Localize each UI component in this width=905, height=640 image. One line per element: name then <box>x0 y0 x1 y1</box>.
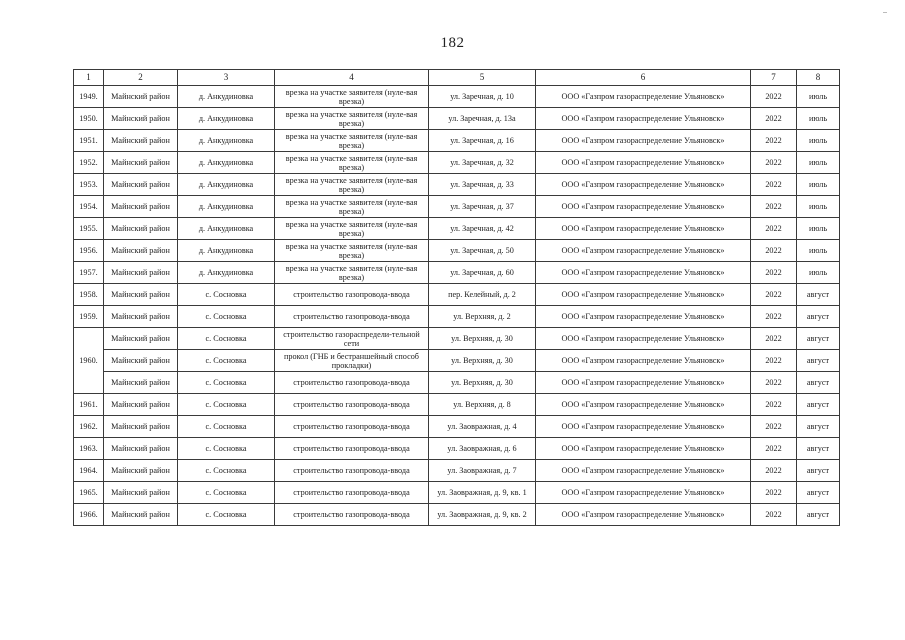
organization-cell: ООО «Газпром газораспределение Ульяновск» <box>536 218 751 240</box>
district-cell: Майнский район <box>104 196 178 218</box>
address-cell: ул. Заречная, д. 37 <box>429 196 536 218</box>
organization-cell: ООО «Газпром газораспределение Ульяновск» <box>536 482 751 504</box>
table-row <box>74 460 840 482</box>
work-type-cell: врезка на участке заявителя (нуле-вая врезка) <box>275 196 429 218</box>
district-cell: Майнский район <box>104 130 178 152</box>
settlement-cell: д. Анкудиновка <box>178 152 275 174</box>
row-number-cell: 1964. <box>74 460 104 482</box>
year-cell: 2022 <box>751 482 797 504</box>
organization-cell: ООО «Газпром газораспределение Ульяновск» <box>536 152 751 174</box>
column-header: 1 <box>74 70 104 86</box>
month-cell: июль <box>797 130 840 152</box>
district-cell: Майнский район <box>104 482 178 504</box>
row-number-cell: 1963. <box>74 438 104 460</box>
row-number-cell: 1956. <box>74 240 104 262</box>
settlement-cell: с. Сосновка <box>178 460 275 482</box>
address-cell: ул. Верхняя, д. 8 <box>429 394 536 416</box>
settlement-cell: д. Анкудиновка <box>178 86 275 108</box>
row-number-cell: 1960. <box>74 328 104 394</box>
settlement-cell: д. Анкудиновка <box>178 174 275 196</box>
year-cell: 2022 <box>751 262 797 284</box>
address-cell: ул. Заречная, д. 50 <box>429 240 536 262</box>
district-cell: Майнский район <box>104 262 178 284</box>
year-cell: 2022 <box>751 438 797 460</box>
settlement-cell: с. Сосновка <box>178 482 275 504</box>
organization-cell: ООО «Газпром газораспределение Ульяновск» <box>536 196 751 218</box>
month-cell: август <box>797 504 840 526</box>
district-cell: Майнский район <box>104 438 178 460</box>
organization-cell: ООО «Газпром газораспределение Ульяновск» <box>536 460 751 482</box>
district-cell: Майнский район <box>104 108 178 130</box>
year-cell: 2022 <box>751 284 797 306</box>
year-cell: 2022 <box>751 174 797 196</box>
year-cell: 2022 <box>751 196 797 218</box>
month-cell: июль <box>797 86 840 108</box>
organization-cell: ООО «Газпром газораспределение Ульяновск» <box>536 350 751 372</box>
year-cell: 2022 <box>751 86 797 108</box>
table-header-row <box>74 70 840 86</box>
year-cell: 2022 <box>751 394 797 416</box>
settlement-cell: с. Сосновка <box>178 328 275 350</box>
work-type-cell: врезка на участке заявителя (нуле-вая врезка) <box>275 130 429 152</box>
row-number-cell: 1965. <box>74 482 104 504</box>
table-row <box>74 130 840 152</box>
district-cell: Майнский район <box>104 152 178 174</box>
district-cell: Майнский район <box>104 218 178 240</box>
year-cell: 2022 <box>751 328 797 350</box>
district-cell: Майнский район <box>104 350 178 372</box>
row-number-cell: 1952. <box>74 152 104 174</box>
month-cell: август <box>797 482 840 504</box>
month-cell: июль <box>797 262 840 284</box>
organization-cell: ООО «Газпром газораспределение Ульяновск» <box>536 240 751 262</box>
table-row <box>74 482 840 504</box>
organization-cell: ООО «Газпром газораспределение Ульяновск» <box>536 284 751 306</box>
table-row <box>74 438 840 460</box>
address-cell: ул. Верхняя, д. 30 <box>429 350 536 372</box>
table-row <box>74 174 840 196</box>
settlement-cell: с. Сосновка <box>178 504 275 526</box>
year-cell: 2022 <box>751 372 797 394</box>
address-cell: ул. Заречная, д. 60 <box>429 262 536 284</box>
work-type-cell: строительство газопровода-ввода <box>275 460 429 482</box>
row-number-cell: 1959. <box>74 306 104 328</box>
table-row <box>74 196 840 218</box>
month-cell: июль <box>797 218 840 240</box>
settlement-cell: с. Сосновка <box>178 350 275 372</box>
address-cell: ул. Верхняя, д. 2 <box>429 306 536 328</box>
work-type-cell: врезка на участке заявителя (нуле-вая врезка) <box>275 108 429 130</box>
work-type-cell: врезка на участке заявителя (нуле-вая врезка) <box>275 152 429 174</box>
settlement-cell: д. Анкудиновка <box>178 196 275 218</box>
organization-cell: ООО «Газпром газораспределение Ульяновск» <box>536 108 751 130</box>
address-cell: ул. Заовражная, д. 6 <box>429 438 536 460</box>
work-type-cell: строительство газопровода-ввода <box>275 284 429 306</box>
register-table <box>73 69 840 526</box>
district-cell: Майнский район <box>104 174 178 196</box>
year-cell: 2022 <box>751 416 797 438</box>
organization-cell: ООО «Газпром газораспределение Ульяновск» <box>536 504 751 526</box>
year-cell: 2022 <box>751 130 797 152</box>
month-cell: июль <box>797 152 840 174</box>
settlement-cell: с. Сосновка <box>178 438 275 460</box>
settlement-cell: с. Сосновка <box>178 394 275 416</box>
organization-cell: ООО «Газпром газораспределение Ульяновск» <box>536 416 751 438</box>
organization-cell: ООО «Газпром газораспределение Ульяновск» <box>536 438 751 460</box>
address-cell: ул. Верхняя, д. 30 <box>429 328 536 350</box>
organization-cell: ООО «Газпром газораспределение Ульяновск» <box>536 262 751 284</box>
settlement-cell: с. Сосновка <box>178 306 275 328</box>
work-type-cell: врезка на участке заявителя (нуле-вая врезка) <box>275 218 429 240</box>
settlement-cell: д. Анкудиновка <box>178 108 275 130</box>
settlement-cell: д. Анкудиновка <box>178 262 275 284</box>
column-header: 3 <box>178 70 275 86</box>
table-row <box>74 284 840 306</box>
work-type-cell: строительство газопровода-ввода <box>275 306 429 328</box>
table-row <box>74 218 840 240</box>
address-cell: ул. Заовражная, д. 7 <box>429 460 536 482</box>
row-number-cell: 1950. <box>74 108 104 130</box>
row-number-cell: 1966. <box>74 504 104 526</box>
year-cell: 2022 <box>751 152 797 174</box>
work-type-cell: врезка на участке заявителя (нуле-вая врезка) <box>275 240 429 262</box>
column-header: 6 <box>536 70 751 86</box>
address-cell: ул. Заречная, д. 32 <box>429 152 536 174</box>
organization-cell: ООО «Газпром газораспределение Ульяновск» <box>536 328 751 350</box>
table-row <box>74 350 840 372</box>
month-cell: июль <box>797 196 840 218</box>
organization-cell: ООО «Газпром газораспределение Ульяновск» <box>536 306 751 328</box>
row-number-cell: 1957. <box>74 262 104 284</box>
table-row <box>74 328 840 350</box>
address-cell: ул. Заовражная, д. 4 <box>429 416 536 438</box>
settlement-cell: с. Сосновка <box>178 416 275 438</box>
year-cell: 2022 <box>751 504 797 526</box>
district-cell: Майнский район <box>104 372 178 394</box>
district-cell: Майнский район <box>104 240 178 262</box>
work-type-cell: строительство газопровода-ввода <box>275 372 429 394</box>
year-cell: 2022 <box>751 108 797 130</box>
district-cell: Майнский район <box>104 306 178 328</box>
table-row <box>74 416 840 438</box>
row-number-cell: 1954. <box>74 196 104 218</box>
row-number-cell: 1958. <box>74 284 104 306</box>
column-header: 5 <box>429 70 536 86</box>
address-cell: ул. Верхняя, д. 30 <box>429 372 536 394</box>
year-cell: 2022 <box>751 460 797 482</box>
organization-cell: ООО «Газпром газораспределение Ульяновск» <box>536 86 751 108</box>
organization-cell: ООО «Газпром газораспределение Ульяновск» <box>536 394 751 416</box>
year-cell: 2022 <box>751 240 797 262</box>
year-cell: 2022 <box>751 306 797 328</box>
month-cell: июль <box>797 108 840 130</box>
table-row <box>74 504 840 526</box>
table-row <box>74 394 840 416</box>
row-number-cell: 1951. <box>74 130 104 152</box>
settlement-cell: д. Анкудиновка <box>178 130 275 152</box>
settlement-cell: с. Сосновка <box>178 372 275 394</box>
district-cell: Майнский район <box>104 460 178 482</box>
table-row <box>74 86 840 108</box>
month-cell: июль <box>797 240 840 262</box>
month-cell: июль <box>797 174 840 196</box>
work-type-cell: строительство газопровода-ввода <box>275 394 429 416</box>
address-cell: ул. Заречная, д. 13а <box>429 108 536 130</box>
organization-cell: ООО «Газпром газораспределение Ульяновск» <box>536 372 751 394</box>
month-cell: август <box>797 284 840 306</box>
column-header: 7 <box>751 70 797 86</box>
column-header: 8 <box>797 70 840 86</box>
month-cell: август <box>797 328 840 350</box>
row-number-cell: 1962. <box>74 416 104 438</box>
year-cell: 2022 <box>751 218 797 240</box>
table-row <box>74 240 840 262</box>
month-cell: август <box>797 416 840 438</box>
table-row <box>74 108 840 130</box>
address-cell: ул. Заречная, д. 16 <box>429 130 536 152</box>
row-number-cell: 1955. <box>74 218 104 240</box>
settlement-cell: д. Анкудиновка <box>178 218 275 240</box>
work-type-cell: строительство газораспредели-тельной сети <box>275 328 429 350</box>
row-number-cell: 1953. <box>74 174 104 196</box>
row-number-cell: 1961. <box>74 394 104 416</box>
organization-cell: ООО «Газпром газораспределение Ульяновск» <box>536 174 751 196</box>
month-cell: август <box>797 350 840 372</box>
district-cell: Майнский район <box>104 284 178 306</box>
month-cell: август <box>797 460 840 482</box>
district-cell: Майнский район <box>104 86 178 108</box>
work-type-cell: врезка на участке заявителя (нуле-вая врезка) <box>275 86 429 108</box>
table-row <box>74 372 840 394</box>
work-type-cell: строительство газопровода-ввода <box>275 504 429 526</box>
settlement-cell: с. Сосновка <box>178 284 275 306</box>
month-cell: август <box>797 438 840 460</box>
work-type-cell: строительство газопровода-ввода <box>275 438 429 460</box>
scan-mark <box>883 12 887 13</box>
month-cell: август <box>797 372 840 394</box>
district-cell: Майнский район <box>104 416 178 438</box>
page-number: 182 <box>440 35 465 51</box>
year-cell: 2022 <box>751 350 797 372</box>
address-cell: ул. Заовражная, д. 9, кв. 2 <box>429 504 536 526</box>
district-cell: Майнский район <box>104 394 178 416</box>
table-row <box>74 262 840 284</box>
month-cell: август <box>797 306 840 328</box>
address-cell: ул. Заовражная, д. 9, кв. 1 <box>429 482 536 504</box>
settlement-cell: д. Анкудиновка <box>178 240 275 262</box>
address-cell: ул. Заречная, д. 42 <box>429 218 536 240</box>
table-row <box>74 152 840 174</box>
address-cell: ул. Заречная, д. 10 <box>429 86 536 108</box>
work-type-cell: врезка на участке заявителя (нуле-вая врезка) <box>275 174 429 196</box>
address-cell: пер. Келейный, д. 2 <box>429 284 536 306</box>
work-type-cell: строительство газопровода-ввода <box>275 416 429 438</box>
work-type-cell: прокол (ГНБ и бестраншейный способ прокладки) <box>275 350 429 372</box>
work-type-cell: врезка на участке заявителя (нуле-вая врезка) <box>275 262 429 284</box>
address-cell: ул. Заречная, д. 33 <box>429 174 536 196</box>
district-cell: Майнский район <box>104 504 178 526</box>
organization-cell: ООО «Газпром газораспределение Ульяновск» <box>536 130 751 152</box>
district-cell: Майнский район <box>104 328 178 350</box>
column-header: 4 <box>275 70 429 86</box>
work-type-cell: строительство газопровода-ввода <box>275 482 429 504</box>
column-header: 2 <box>104 70 178 86</box>
table-row <box>74 306 840 328</box>
month-cell: август <box>797 394 840 416</box>
row-number-cell: 1949. <box>74 86 104 108</box>
